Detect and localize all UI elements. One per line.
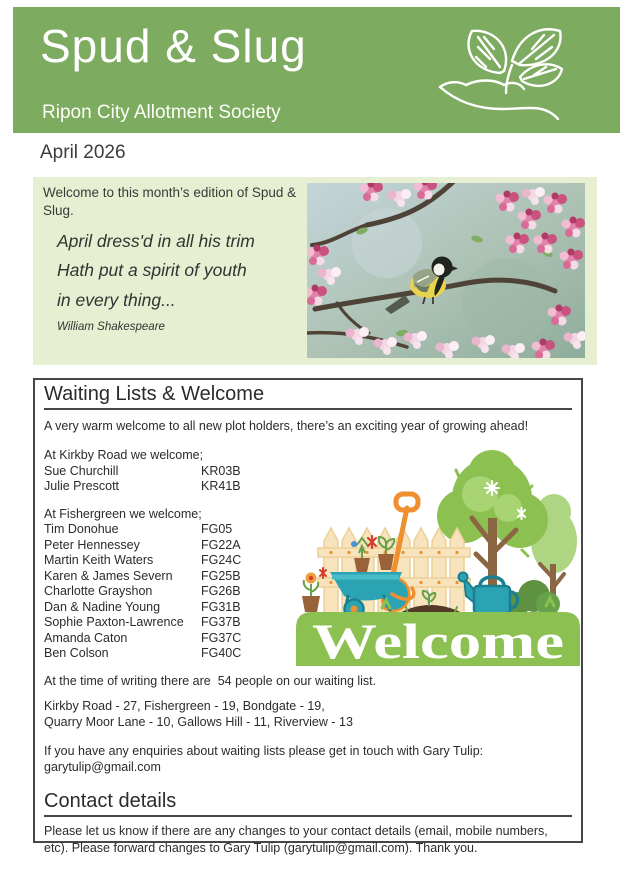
welcome-caption: Welcome <box>312 613 564 666</box>
plot-code: KR41B <box>201 479 241 493</box>
plot-code: FG37B <box>201 615 241 629</box>
plot-holder-name: Ben Colson <box>44 646 109 660</box>
plot-holder-name: Karen & James Severn <box>44 568 173 583</box>
plot-code: FG22A <box>201 537 241 552</box>
plot-holder-name: Martin Keith Waters <box>44 553 154 567</box>
quote-line: Hath put a spirit of youth <box>57 260 247 281</box>
intro-panel <box>33 177 597 365</box>
watering-can-icon <box>459 573 518 615</box>
header-banner <box>13 7 620 133</box>
plot-code: FG31B <box>201 599 241 614</box>
contact-details-text: Please let us know if there are any changes to your contact details (email, mobile numbers, etc). Please forward changes to Gary Tulip (garytulip@gmail.com). Thank you. <box>44 823 548 855</box>
intro-welcome-text: Welcome to this month’s edition of Spud & Slug. <box>43 185 297 219</box>
plot-code: FG37C <box>201 630 242 645</box>
plot-code: FG25B <box>201 568 241 583</box>
newsletter-title: Spud & Slug <box>40 20 307 72</box>
plot-holder-name: Sophie Paxton-Lawrence <box>44 615 184 629</box>
plot-code: FG40C <box>201 646 242 660</box>
plot-code: KR03B <box>201 463 241 478</box>
plot-holder-name: Amanda Caton <box>44 630 128 645</box>
plot-holder-name: Julie Prescott <box>44 479 120 493</box>
plot-holder-name: Sue Churchill <box>44 463 119 478</box>
plot-code: FG05 <box>201 522 233 536</box>
plot-holder-name: Charlotte Grayshon <box>44 584 153 598</box>
bird-blossom-photo <box>307 183 585 358</box>
potted-flower-icon <box>302 568 326 612</box>
enquiries-line: If you have any enquiries about waiting lists please get in touch with Gary Tulip: garytulip@gmail.com <box>44 743 484 774</box>
plot-holder-name: Tim Donohue <box>44 522 119 536</box>
heading-rule <box>44 815 572 817</box>
waiting-breakdown <box>44 698 572 730</box>
breakdown-line: Quarry Moor Lane - 10, Gallows Hill - 11, Riverview - 13 <box>44 714 353 729</box>
waiting-lists-heading: Waiting Lists & Welcome <box>44 383 265 405</box>
newsletter-subtitle: Ripon City Allotment Society <box>42 102 281 123</box>
plot-holder-name: Peter Hennessey <box>44 537 140 552</box>
quote-author: William Shakespeare <box>57 321 165 334</box>
quote-line: April dress'd in all his trim <box>57 231 255 251</box>
kirkby-road-label: At Kirkby Road we welcome; <box>44 448 204 462</box>
waiting-count-line: At the time of writing there are 54 people on our waiting list. <box>44 673 377 688</box>
breakdown-line: Kirkby Road - 27, Fishergreen - 19, Bondgate - 19, <box>44 698 325 713</box>
contact-details-heading: Contact details <box>44 789 177 812</box>
welcome-garden-illustration <box>296 446 580 666</box>
fishergreen-label: At Fishergreen we welcome; <box>44 506 202 521</box>
heading-rule <box>44 408 572 410</box>
plot-holder-name: Dan & Nadine Young <box>44 599 161 614</box>
issue-date: April 2026 <box>40 142 126 163</box>
plot-code: FG26B <box>201 584 241 598</box>
waiting-intro-text: A very warm welcome to all new plot holders, there’s an exciting year of growing ahead! <box>44 419 529 433</box>
quote-block <box>57 227 317 333</box>
quote-line: in every thing... <box>57 289 176 310</box>
hand-holding-plant-icon <box>428 21 578 125</box>
plot-code: FG24C <box>201 553 242 567</box>
